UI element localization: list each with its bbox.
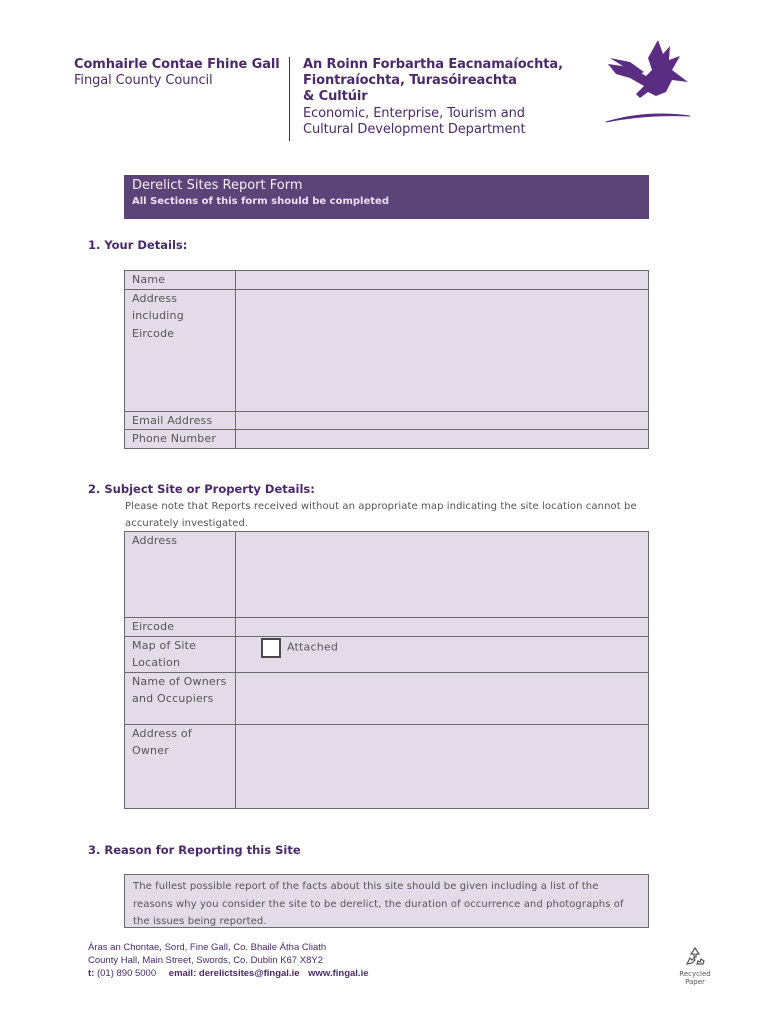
footer-phone: (01) 890 5000 <box>96 968 157 979</box>
phone-field[interactable] <box>236 430 649 449</box>
dept-name-irish-line2: Fiontraíochta, Turasóireachta <box>303 73 517 88</box>
email-label: Email Address <box>125 411 236 430</box>
address-field[interactable] <box>236 289 649 411</box>
dept-name-irish-line1: An Roinn Forbartha Eacnamaíochta, <box>303 57 563 72</box>
email-label-footer: email: <box>168 968 197 979</box>
site-details-table <box>124 531 649 809</box>
phone-label-footer: t: <box>88 968 95 979</box>
recycled-paper-badge <box>672 946 718 986</box>
form-title: Derelict Sites Report Form <box>132 178 303 193</box>
owner-address-label: Address of Owner <box>125 724 236 808</box>
owners-label: Name of Owners and Occupiers <box>125 672 236 724</box>
map-notice: Please note that Reports received without an appropriate map indicating the site location cannot be accurately investigated. <box>125 501 637 529</box>
form-title-banner <box>124 175 649 219</box>
section2-heading: 2. Subject Site or Property Details: <box>88 482 315 496</box>
eircode-field[interactable] <box>236 618 649 637</box>
map-label: Map of Site Location <box>125 636 236 672</box>
site-address-field[interactable] <box>236 532 649 618</box>
section1-heading: 1. Your Details: <box>88 238 188 252</box>
form-subtitle: All Sections of this form should be completed <box>132 196 389 207</box>
address-label: Address including Eircode <box>125 289 236 411</box>
owner-address-field[interactable] <box>236 724 649 808</box>
fingal-bird-logo <box>600 36 692 124</box>
footer-address-english: County Hall, Main Street, Swords, Co. Dublin K67 X8Y2 <box>88 955 323 966</box>
email-field[interactable] <box>236 411 649 430</box>
dept-name-english-line1: Economic, Enterprise, Tourism and <box>303 106 525 121</box>
footer-address-irish: Áras an Chontae, Sord, Fine Gall, Co. Bhaile Átha Cliath <box>88 942 327 953</box>
org-name-irish: Comhairle Contae Fhine Gall <box>74 57 280 72</box>
recycle-icon <box>683 946 707 968</box>
footer-email[interactable]: derelictsites@fingal.ie <box>198 968 300 979</box>
footer-contact <box>88 967 369 980</box>
owners-field[interactable] <box>236 672 649 724</box>
name-label: Name <box>125 271 236 290</box>
org-name-english: Fingal County Council <box>74 73 213 88</box>
dept-name-english-line2: Cultural Development Department <box>303 122 526 137</box>
header-divider <box>289 57 290 141</box>
map-attached-checkbox[interactable] <box>261 638 281 658</box>
phone-label: Phone Number <box>125 430 236 449</box>
your-details-table <box>124 270 649 449</box>
map-attached-label: Attached <box>287 640 339 653</box>
reason-textarea[interactable]: The fullest possible report of the facts about this site should be given including a list of the reasons why you consider the site to be derelict, the duration of occurrence and photographs of the issues being reported. <box>124 874 649 928</box>
recycled-label-line1: Recycled <box>679 970 711 978</box>
map-field <box>236 636 649 672</box>
name-field[interactable] <box>236 271 649 290</box>
dept-name-irish-line3: & Cultúir <box>303 89 368 104</box>
recycled-label-line2: Paper <box>685 978 705 986</box>
eircode-label: Eircode <box>125 618 236 637</box>
section3-heading: 3. Reason for Reporting this Site <box>88 843 301 857</box>
footer-website[interactable]: www.fingal.ie <box>308 968 369 979</box>
site-address-label: Address <box>125 532 236 618</box>
